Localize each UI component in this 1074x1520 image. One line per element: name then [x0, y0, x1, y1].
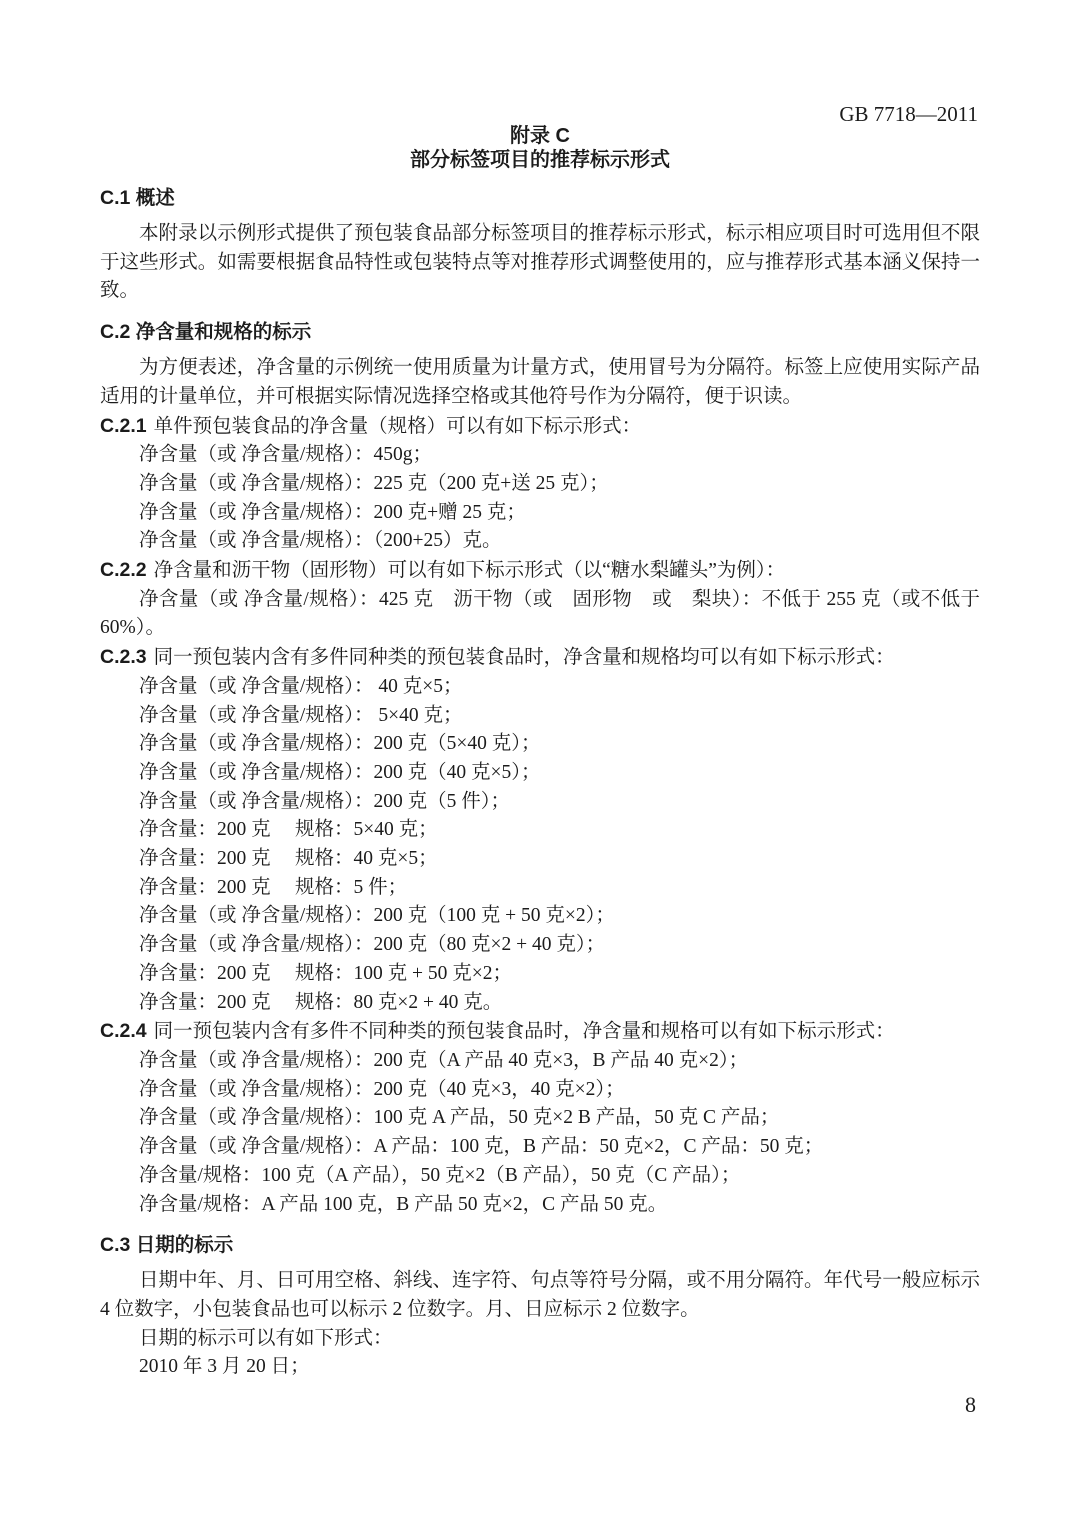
example-line: 净含量（或 净含量/规格）：200 克（5×40 克）；: [139, 733, 541, 755]
subsection-number: C.2.2: [100, 559, 147, 582]
body-paragraph-c2: 为方便表述，净含量的示例统一使用质量为计量方式，使用冒号为分隔符。标签上应使用实际产品适用的计量单位，并可根据实际情况选择空格或其他符号作为分隔符，便于识读。: [100, 357, 980, 407]
page-number: 8: [965, 1392, 976, 1417]
example-line: 净含量（或 净含量/规格）：200 克（5 件）；: [139, 790, 511, 812]
example-line: 净含量：200 克 规格：5×40 克；: [139, 819, 438, 841]
standard-number: GB 7718—2011: [839, 102, 978, 126]
body-paragraph-c1: 本附录以示例形式提供了预包装食品部分标签项目的推荐标示形式，标示相应项目时可选用但不限于这些形式。如需要根据食品特性或包装特点等对推荐形式调整使用的，应与推荐形式基本涵义保持一致。: [100, 223, 980, 302]
example-line: 净含量（或 净含量/规格）：225 克（200 克+送 25 克）；: [139, 472, 609, 494]
subsection-heading-c21: [100, 412, 980, 442]
example-line: 净含量（或 净含量/规格）：（200+25）克。: [139, 530, 502, 552]
section-heading-c1: C.1 概述: [100, 187, 175, 209]
example-line: 2010 年 3 月 20 日；: [139, 1356, 310, 1378]
example-line: 净含量（或 净含量/规格）：200 克（A 产品 40 克×3，B 产品 40 克×2）；: [139, 1049, 749, 1071]
example-line: 净含量（或 净含量/规格）：200 克（80 克×2 + 40 克）；: [139, 934, 606, 956]
subsection-heading-c24: [100, 1017, 980, 1047]
subsection-title: 同一预包装内含有多件不同种类的预包装食品时，净含量和规格可以有如下标示形式：: [153, 1021, 895, 1043]
subsection-title: 净含量和沥干物（固形物）可以有如下标示形式（以“糖水梨罐头”为例）：: [153, 560, 786, 582]
subsection-title: 同一预包装内含有多件同种类的预包装食品时，净含量和规格均可以有如下标示形式：: [153, 647, 895, 669]
appendix-title: 附录 C: [510, 125, 570, 147]
subsection-heading-c22: [100, 556, 980, 586]
document-content: [100, 124, 980, 1382]
section-heading-c3: C.3 日期的标示: [100, 1234, 234, 1257]
example-line: 净含量（或 净含量/规格）： 40 克×5；: [139, 675, 463, 697]
example-line: 净含量（或 净含量/规格）：200 克（40 克×3，40 克×2）；: [139, 1078, 625, 1100]
body-paragraph-c3: 日期中年、月、日可用空格、斜线、连字符、句点等符号分隔，或不用分隔符。年代号一般应标示 4 位数字，小包装食品也可以标示 2 位数字。月、日应标示 2 位数字。: [100, 1270, 980, 1320]
example-line: 净含量：200 克 规格：40 克×5；: [139, 848, 438, 870]
example-line: 净含量（或 净含量/规格）：450g；: [139, 444, 433, 466]
subsection-heading-c23: [100, 643, 980, 673]
section-heading-c2: C.2 净含量和规格的标示: [100, 321, 312, 344]
example-line: 净含量（或 净含量/规格）：200 克+赠 25 克；: [139, 501, 526, 523]
example-line: 日期的标示可以有如下形式：: [139, 1327, 393, 1349]
subsection-title: 单件预包装食品的净含量（规格）可以有如下标示形式：: [153, 415, 642, 437]
example-line: 净含量：200 克 规格：80 克×2 + 40 克。: [139, 991, 503, 1013]
subsection-number: C.2.4: [100, 1020, 147, 1043]
example-line: 净含量/规格：100 克（A 产品），50 克×2（B 产品），50 克（C 产品）；: [139, 1164, 741, 1186]
example-line: 净含量：200 克 规格：100 克 + 50 克×2；: [139, 962, 512, 984]
example-line: 净含量：200 克 规格：5 件；: [139, 876, 408, 898]
example-line: 净含量（或 净含量/规格）：A 产品：100 克，B 产品：50 克×2，C 产品：50 克；: [139, 1136, 824, 1158]
appendix-subtitle: 部分标签项目的推荐标示形式: [410, 149, 670, 171]
subsection-number: C.2.1: [100, 414, 147, 437]
subsection-number: C.2.3: [100, 646, 147, 669]
example-line: 净含量（或 净含量/规格）：200 克（40 克×5）；: [139, 761, 541, 783]
example-line: 净含量（或 净含量/规格）：425 克 沥干物（或 固形物 或 梨块）：不低于 255 克（或不低于 60%）。: [100, 588, 980, 639]
example-line: 净含量（或 净含量/规格）：100 克 A 产品，50 克×2 B 产品，50 克 C 产品；: [139, 1107, 780, 1129]
example-line: 净含量（或 净含量/规格）：200 克（100 克 + 50 克×2）；: [139, 905, 615, 927]
example-line: 净含量/规格：A 产品 100 克，B 产品 50 克×2，C 产品 50 克。: [139, 1193, 668, 1215]
example-line: 净含量（或 净含量/规格）： 5×40 克；: [139, 704, 463, 726]
